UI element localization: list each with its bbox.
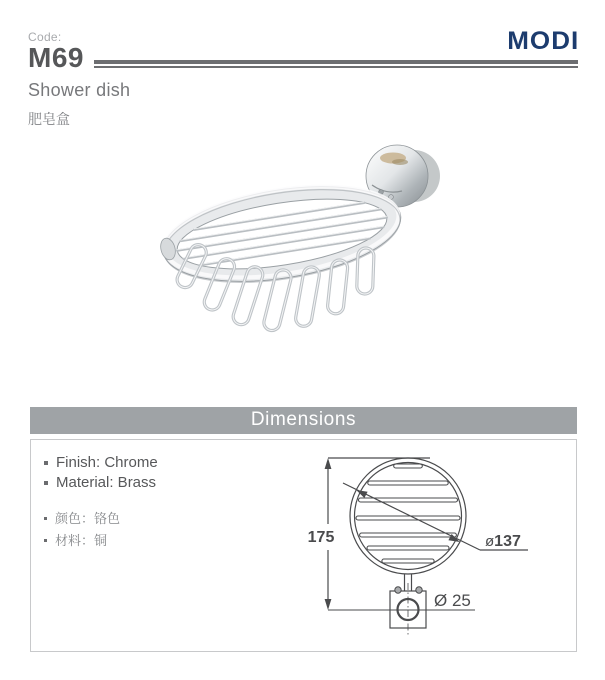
product-photo-area — [0, 129, 605, 407]
header-rule-thin — [94, 66, 578, 68]
dimensions-header-bar — [30, 407, 577, 434]
basket-diameter-label — [485, 533, 521, 550]
brand-logo: MODI — [506, 27, 579, 55]
drawing-grill-bars — [356, 464, 460, 563]
bracket-screw-left — [395, 586, 401, 592]
dimensions-title: Dimensions — [250, 409, 357, 431]
product-name-chinese: 肥皂盒 — [28, 110, 70, 127]
bracket-screw-right — [416, 586, 422, 592]
product-photo — [148, 137, 458, 377]
spec-color-cn-text: 颜色：铬色 — [55, 511, 121, 527]
spec-material-cn-text: 材料：铜 — [55, 532, 108, 548]
bullet-icon — [44, 517, 47, 520]
bullet-icon — [44, 539, 47, 542]
code-row — [28, 42, 578, 73]
bullet-icon — [44, 481, 48, 485]
spec-material-text: Material: Brass — [56, 473, 157, 491]
code-label: Code: — [28, 30, 62, 44]
page-header — [0, 0, 605, 129]
header-rule — [94, 60, 578, 68]
product-name: Shower dish — [28, 79, 131, 100]
dimensions-section — [30, 407, 577, 652]
bullet-icon — [44, 461, 48, 465]
dimensions-content-box — [30, 439, 577, 652]
technical-drawing — [288, 443, 588, 648]
product-code: M69 — [28, 42, 84, 73]
diameter-value: 137 — [494, 532, 521, 550]
diameter-symbol: ø — [485, 532, 495, 550]
mount-diameter-label: Ø 25 — [434, 590, 471, 610]
height-label: 175 — [307, 528, 335, 546]
spec-finish-text: Finish: Chrome — [56, 453, 158, 471]
header-rule-thick — [94, 60, 578, 64]
